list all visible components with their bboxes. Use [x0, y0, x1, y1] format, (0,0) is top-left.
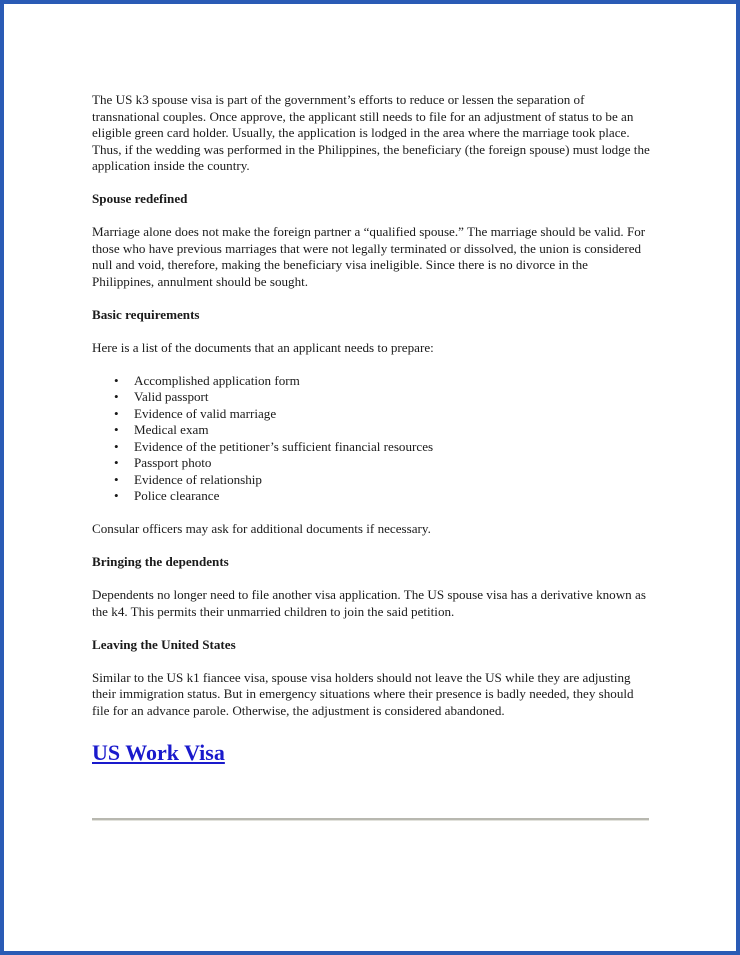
heading-basic-requirements: Basic requirements: [92, 306, 200, 322]
horizontal-divider: [92, 818, 649, 821]
list-item: [92, 373, 652, 390]
paragraph-spouse-redefined: Marriage alone does not make the foreign partner a “qualified spouse.” The marriage should be valid. For those who have previous marriages that were not legally terminated or dissolved, the union is considered null and void, therefore, making the beneficiary visa ineligible. Since there is no divorce in the Philippines, annulment should be sought.: [92, 224, 646, 289]
paragraph-leaving-us: Similar to the US k1 fiancee visa, spouse visa holders should not leave the US while they are adjusting their immigration status. But in emergency situations where their presence is badly needed, they should file for an advance parole. Otherwise, the adjustment is considered abandoned.: [92, 669, 634, 718]
bullet-icon: •: [114, 488, 119, 503]
heading-leaving-us: Leaving the United States: [92, 636, 236, 652]
heading-bringing-dependents: Bringing the dependents: [92, 554, 229, 569]
document-page: [92, 92, 652, 766]
list-item-text: Police clearance: [134, 488, 220, 503]
list-item-text: Medical exam: [134, 422, 209, 437]
paragraph-bringing-dependents: Dependents no longer need to file another visa application. The US spouse visa has a derivative known as the k4. This permits their unmarried children to join the said petition.: [92, 587, 646, 619]
bullet-icon: •: [114, 455, 119, 470]
list-item-text: Accomplished application form: [134, 372, 300, 388]
bullet-icon: •: [114, 405, 119, 421]
heading-spouse-redefined: Spouse redefined: [92, 191, 188, 206]
list-item: [92, 406, 652, 423]
paragraph-basic-requirements: Here is a list of the documents that an applicant needs to prepare:: [92, 339, 434, 355]
paragraph-consular-officers: Consular officers may ask for additional documents if necessary.: [92, 521, 431, 536]
bullet-icon: •: [114, 471, 119, 487]
bullet-icon: •: [114, 389, 119, 404]
list-item-text: Evidence of valid marriage: [134, 405, 277, 421]
requirements-list: [92, 373, 652, 505]
list-item-text: Valid passport: [134, 389, 209, 404]
list-item: [92, 472, 652, 489]
bullet-icon: •: [114, 422, 119, 437]
intro-paragraph: The US k3 spouse visa is part of the government’s efforts to reduce or lessen the separation of transnational couples. Once approve, the applicant still needs to file for an adjustment of status to be an eligible green card holder. Usually, the application is lodged in the area where the marriage took place. Thus, if the wedding was performed in the Philippines, the beneficiary (the foreign spouse) must lodge the application inside the country.: [92, 92, 650, 173]
bullet-icon: •: [114, 372, 119, 388]
list-item: [92, 455, 652, 472]
list-item: [92, 488, 652, 505]
list-item-text: Evidence of the petitioner’s sufficient financial resources: [134, 438, 434, 454]
list-item: [92, 439, 652, 456]
bullet-icon: •: [114, 438, 119, 454]
us-work-visa-link[interactable]: US Work Visa: [92, 739, 225, 765]
list-item-text: Passport photo: [134, 455, 212, 470]
list-item-text: Evidence of relationship: [134, 471, 262, 487]
list-item: [92, 422, 652, 439]
list-item: [92, 389, 652, 406]
